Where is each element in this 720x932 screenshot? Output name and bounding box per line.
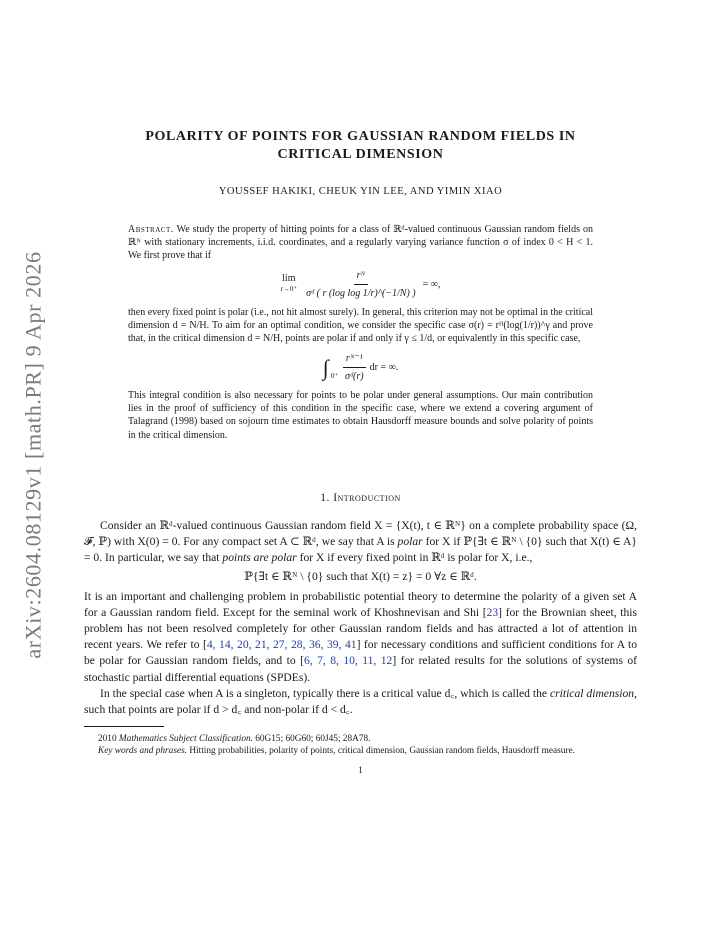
citation-link-group[interactable]: 6, 7, 8, 10, 11, 12 xyxy=(303,654,393,668)
polarity-definition-equation: ℙ{∃t ∈ ℝᴺ \ {0} such that X(t) = z} = 0 ∀z ∈ ℝᵈ. xyxy=(244,570,477,584)
integral-fraction xyxy=(342,352,367,383)
fraction-denominator: σᵈ ( r (log log 1/r)^(−1/N) ) xyxy=(306,287,416,299)
abstract-paragraph-2: then every fixed point is polar (i.e., not hit almost surely). In general, this criterion may not be optimal in the critical dimension d = N/H. To aim for an optimal condition, we consider the specific case σ(r) = rᴴ(log(1/r))^γ and prove that, in the critical dimension d = N/H, points are polar if and only if γ ≤ 1/d, or equivalently in this specific case, xyxy=(128,307,593,345)
introduction-body xyxy=(84,518,637,718)
limit-operator: lim r→0⁺ xyxy=(280,273,298,294)
page-number: 1 xyxy=(358,765,363,776)
arxiv-identifier: arXiv:2604.08129v1 [math.PR] 9 Apr 2026 xyxy=(21,251,46,659)
abstract-text-1: We study the property of hitting points for a class of ℝᵈ-valued continuous Gaussian random fields on ℝᴺ with stationary increments, i.i.d. coordinates, and a regularly varying variance function σ of index 0 < H < 1. We first prove that if xyxy=(128,224,593,262)
title-line-1: POLARITY OF POINTS FOR GAUSSIAN RANDOM FIELDS IN xyxy=(145,129,576,144)
paper-page xyxy=(84,0,637,776)
footnote-divider xyxy=(84,726,164,727)
citation-link[interactable]: 23 xyxy=(486,605,499,619)
integral-lower-limit: 0⁺ xyxy=(330,371,339,380)
body-paragraph-3: In the special case when A is a singleton, typically there is a critical value d꜀, which is called the critical dimension, such that points are polar if d > d꜀ and non-polar if d < d꜀. xyxy=(84,686,637,717)
limit-fraction xyxy=(303,269,419,300)
title-line-2: CRITICAL DIMENSION xyxy=(277,147,444,162)
term-critical-dimension: critical dimension xyxy=(549,686,635,700)
integral-sign: ∫ xyxy=(322,354,329,380)
abstract-paragraph-1 xyxy=(128,223,593,263)
fraction-numerator: rᴺ xyxy=(354,269,368,285)
author-list: YOUSSEF HAKIKI, CHEUK YIN LEE, AND YIMIN XIAO xyxy=(218,186,503,197)
footnotes xyxy=(84,733,637,757)
abstract xyxy=(128,223,593,442)
section-title: Introduction xyxy=(333,491,401,504)
section-number: 1. xyxy=(320,491,330,504)
paper-title xyxy=(84,128,637,164)
integrand-numerator: rᴺ⁻¹ xyxy=(343,352,366,368)
footnote-msc: 2010 Mathematics Subject Classification. 60G15; 60G60; 60J45; 28A78. xyxy=(98,734,371,745)
abstract-paragraph-3: This integral condition is also necessary for points to be polar under general assumptions. Our main contribution lies in the proof of sufficiency of this condition in the specific case, where we extend a covering argument of Talagrand (1998) based on sojourn time estimates to obtain Hausdorff measure bounds and solve polarity of points in the critical dimension. xyxy=(128,390,593,441)
integrand-denominator: σᵈ(r) xyxy=(345,370,364,382)
footnote-keywords: Key words and phrases. Hitting probabilities, polarity of points, critical dimension, Gaussian random fields, Hausdorff measure. xyxy=(98,746,575,757)
body-paragraph-2: It is an important and challenging problem in probabilistic potential theory to determine the polarity of a given set A for a Gaussian random field. Except for the seminal work of Khoshnevisan and Shi [23] for the Brownian sheet, this problem has not been resolved completely for other Gaussian random fields and has attracted a lot of attention in recent years. We refer to [4, 14, 20, 21, 27, 28, 36, 39, 41] for necessary conditions and sufficient conditions for A to be polar for Gaussian random fields, and to [6, 7, 8, 10, 11, 12] for related results for the solutions of systems of stochastic partial differential equations (SPDEs). xyxy=(84,589,638,684)
term-points-are-polar: points are polar xyxy=(222,551,297,565)
arxiv-stamp xyxy=(16,250,52,660)
term-polar: polar xyxy=(397,535,423,549)
integral-rhs: dr = ∞. xyxy=(369,361,399,373)
body-paragraph-1: Consider an ℝᵈ-valued continuous Gaussian random field X = {X(t), t ∈ ℝᴺ} on a complete probability space (Ω, 𝓕, ℙ) with X(0) = 0. For any compact set A ⊂ ℝᵈ, we say that A is polar for X if ℙ{∃t ∈ ℝᴺ \ {0} such that X(t) ∈ A} = 0. In particular, we say that points are polar for X if every fixed point in ℝᵈ is polar for X, i.e., xyxy=(84,518,637,565)
equation-integral-condition xyxy=(128,352,593,383)
abstract-label: Abstract. xyxy=(128,224,174,235)
section-heading xyxy=(84,492,637,504)
equation-limit-condition xyxy=(128,269,593,300)
limit-rhs: = ∞, xyxy=(422,278,441,290)
citation-link-group[interactable]: 4, 14, 20, 21, 27, 28, 36, 39, 41 xyxy=(206,638,357,652)
